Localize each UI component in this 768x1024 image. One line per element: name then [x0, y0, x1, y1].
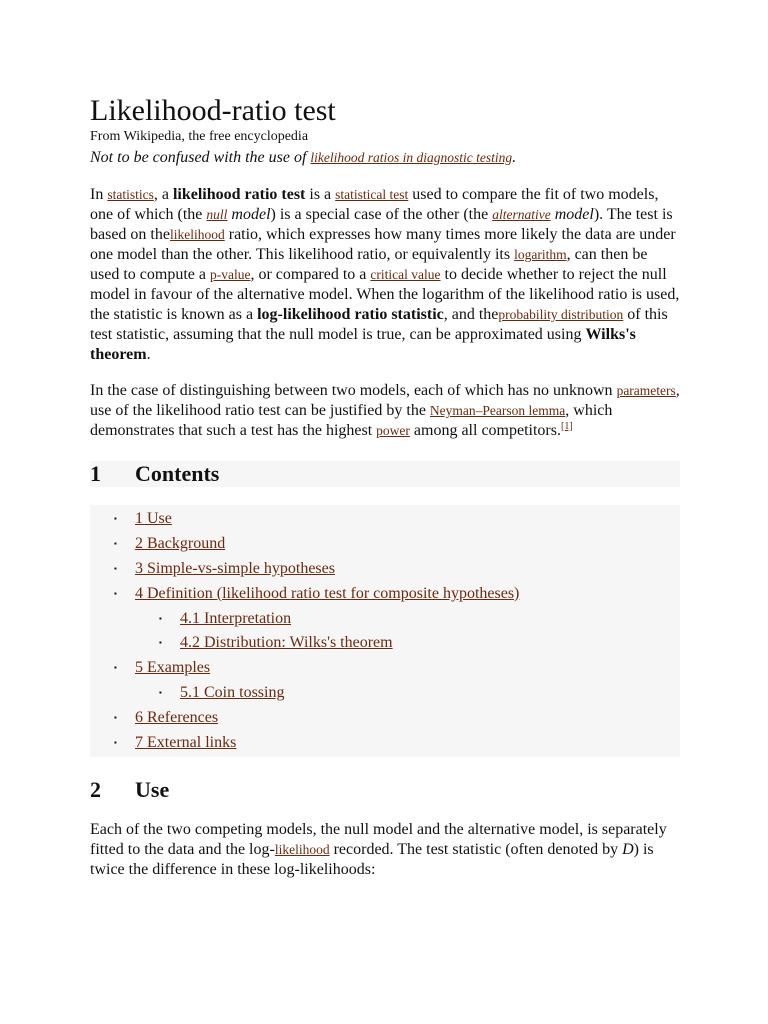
link-probability-distribution[interactable]: probability distribution	[498, 307, 624, 322]
toc-link[interactable]: 5.1 Coin tossing	[180, 683, 285, 701]
toc-item	[90, 730, 680, 755]
site-tagline: From Wikipedia, the free encyclopedia	[90, 129, 309, 144]
link-likelihood-ratios-diagnostic[interactable]: likelihood ratios in diagnostic testing	[310, 150, 513, 165]
text: ) is twice the difference in these log-likelihoods:	[90, 840, 654, 878]
reference-superscript	[561, 417, 573, 432]
link-p-value[interactable]: p-value	[209, 267, 251, 282]
toc-item	[90, 581, 680, 606]
bold-term: Wilks's theorem	[90, 326, 636, 363]
text: ) is a special case of the other (the	[270, 206, 493, 223]
hatnote-suffix: .	[512, 149, 517, 166]
bullet-icon: ▪	[114, 712, 117, 722]
link-alternative[interactable]: alternative	[492, 207, 551, 222]
text: to decide whether to reject the null model in favour of the alternative model. When the logarithm of the likelihood ratio is used, the statistic is known as a	[90, 266, 680, 323]
text: recorded. The test statistic (often denoted by	[329, 840, 623, 858]
link-parameters[interactable]: parameters	[616, 383, 676, 398]
text: .	[146, 346, 151, 363]
text: , which demonstrates that such a test has the highest	[90, 402, 613, 439]
link-neyman-pearson-lemma[interactable]: Neyman–Pearson lemma	[429, 403, 566, 418]
section-title: Use	[135, 776, 170, 802]
italic-text: model	[550, 206, 594, 223]
text: In the case of distinguishing between two models, each of which has no unknown	[90, 382, 617, 399]
toc-item	[90, 606, 680, 631]
toc-link[interactable]: 3 Simple-vs-simple hypotheses	[135, 559, 335, 577]
text: , or compared to a	[250, 266, 371, 283]
article-content	[90, 94, 680, 880]
second-paragraph	[90, 381, 680, 441]
bullet-icon: ▪	[159, 638, 162, 648]
toc-item	[90, 631, 680, 656]
bullet-icon: ▪	[159, 687, 162, 697]
toc-link[interactable]: 4.1 Interpretation	[180, 609, 292, 627]
link-statistics[interactable]: statistics	[107, 187, 154, 202]
toc-item	[90, 532, 680, 557]
link-likelihood[interactable]: likelihood	[169, 227, 225, 242]
text: among all competitors.	[409, 422, 561, 439]
hatnote	[90, 148, 680, 168]
bullet-icon: ▪	[114, 588, 117, 598]
text: ratio, which expresses how many times more likely the data are under one model than the other. This likelihood ratio, or equivalently its	[90, 226, 676, 263]
toc-link[interactable]: 4 Definition (likelihood ratio test for composite hypotheses)	[135, 584, 520, 602]
text: , and the	[443, 306, 499, 323]
text: , can then be used to compute a	[90, 246, 648, 283]
bullet-icon: ▪	[114, 514, 117, 524]
text: , a	[153, 186, 173, 203]
toc-link[interactable]: 1 Use	[135, 510, 172, 528]
text: of this test statistic, assuming that the null model is true, can be approximated using	[90, 306, 668, 343]
italic-variable: D	[622, 840, 634, 858]
reference-link[interactable]: [1]	[560, 420, 573, 432]
text: ). The test is based on the	[90, 206, 673, 243]
text: used to compare the fit of two models, one of which (the	[90, 186, 659, 223]
link-power[interactable]: power	[376, 423, 410, 438]
bullet-icon: ▪	[114, 539, 117, 549]
text: , use of the likelihood ratio test can be justified by the	[90, 382, 680, 419]
toc-item	[90, 681, 680, 706]
section-number: 1	[90, 461, 101, 486]
intro-paragraph	[90, 185, 680, 365]
toc-link[interactable]: 7 External links	[135, 733, 237, 751]
toc-item	[90, 705, 680, 730]
section-title: Contents	[135, 461, 220, 486]
link-critical-value[interactable]: critical value	[370, 267, 441, 282]
italic-text: model	[227, 206, 271, 223]
text: Each of the two competing models, the null model and the alternative model, is separately fitted to the data and the log-	[90, 820, 667, 858]
toc-link[interactable]: 6 References	[135, 708, 219, 726]
link-logarithm[interactable]: logarithm	[514, 247, 567, 262]
link-null[interactable]: null	[206, 207, 228, 222]
bullet-icon: ▪	[114, 563, 117, 573]
toc-item	[90, 656, 680, 681]
bullet-icon: ▪	[159, 613, 162, 623]
link-statistical-test[interactable]: statistical test	[335, 187, 409, 202]
link-likelihood[interactable]: likelihood	[274, 841, 330, 857]
hatnote-prefix: Not to be confused with the use of	[90, 149, 311, 166]
toc-link[interactable]: 2 Background	[135, 535, 226, 553]
bold-term: likelihood ratio test	[172, 186, 306, 203]
section-number: 2	[90, 776, 101, 802]
use-heading	[90, 777, 680, 803]
bold-term: log-likelihood ratio statistic	[257, 306, 444, 323]
bullet-icon: ▪	[114, 737, 117, 747]
toc-item	[90, 557, 680, 582]
toc-link[interactable]: 4.2 Distribution: Wilks's theorem	[180, 634, 393, 652]
text: In	[90, 186, 108, 203]
toc-link[interactable]: 5 Examples	[135, 659, 211, 677]
use-paragraph	[90, 820, 680, 880]
bullet-icon: ▪	[114, 663, 117, 673]
table-of-contents	[90, 505, 680, 757]
text: is a	[305, 186, 336, 203]
page-title: Likelihood-ratio test	[90, 94, 336, 127]
contents-heading	[90, 461, 680, 487]
toc-item	[90, 507, 680, 532]
